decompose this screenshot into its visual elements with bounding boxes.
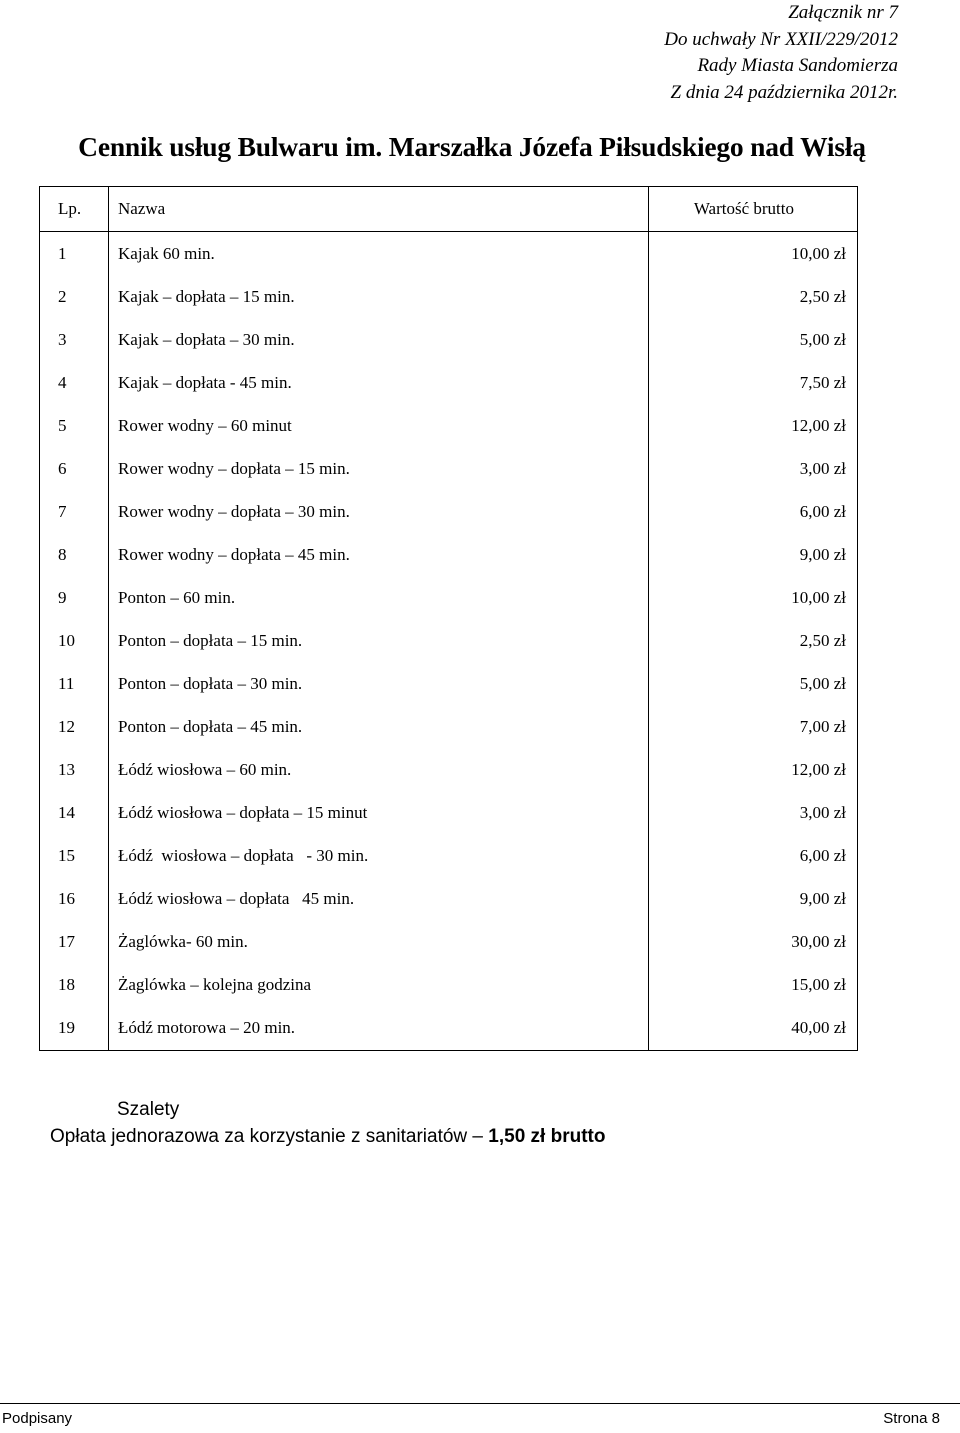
row-price: 12,00 zł xyxy=(649,404,858,447)
row-name: Kajak – dopłata – 30 min. xyxy=(109,318,649,361)
toilets-fee-text: Opłata jednorazowa za korzystanie z sanitariatów – xyxy=(50,1126,489,1147)
row-lp: 6 xyxy=(40,447,109,490)
row-name: Żaglówka – kolejna godzina xyxy=(109,963,649,1006)
table-header-row xyxy=(40,187,858,232)
row-name: Łódź motorowa – 20 min. xyxy=(109,1006,649,1051)
row-lp: 12 xyxy=(40,705,109,748)
table-row xyxy=(40,447,858,490)
row-name: Rower wodny – dopłata – 45 min. xyxy=(109,533,649,576)
row-price: 15,00 zł xyxy=(649,963,858,1006)
price-table xyxy=(39,186,858,1051)
row-lp: 10 xyxy=(40,619,109,662)
row-lp: 3 xyxy=(40,318,109,361)
table-row xyxy=(40,705,858,748)
row-price: 40,00 zł xyxy=(649,1006,858,1051)
row-lp: 19 xyxy=(40,1006,109,1051)
row-lp: 16 xyxy=(40,877,109,920)
row-price: 10,00 zł xyxy=(649,576,858,619)
row-lp: 8 xyxy=(40,533,109,576)
footer-page-number: Strona 8 xyxy=(883,1410,940,1427)
annex-header xyxy=(664,0,898,106)
row-name: Ponton – dopłata – 30 min. xyxy=(109,662,649,705)
row-price: 9,00 zł xyxy=(649,533,858,576)
row-name: Rower wodny – 60 minut xyxy=(109,404,649,447)
table-row xyxy=(40,275,858,318)
row-lp: 15 xyxy=(40,834,109,877)
row-price: 10,00 zł xyxy=(649,232,858,276)
table-row xyxy=(40,318,858,361)
table-row xyxy=(40,404,858,447)
table-row xyxy=(40,1006,858,1051)
row-price: 12,00 zł xyxy=(649,748,858,791)
row-name: Kajak – dopłata – 15 min. xyxy=(109,275,649,318)
row-lp: 7 xyxy=(40,490,109,533)
row-price: 30,00 zł xyxy=(649,920,858,963)
council-name: Rady Miasta Sandomierza xyxy=(697,55,898,76)
row-name: Łódź wiosłowa – dopłata - 30 min. xyxy=(109,834,649,877)
row-lp: 18 xyxy=(40,963,109,1006)
row-price: 6,00 zł xyxy=(649,490,858,533)
table-row xyxy=(40,877,858,920)
toilets-section xyxy=(50,1096,605,1150)
document-title: Cennik usług Bulwaru im. Marszałka Józefa Piłsudskiego nad Wisłą xyxy=(78,131,866,162)
toilets-heading: Szalety xyxy=(117,1099,180,1120)
footer-signed: Podpisany xyxy=(2,1410,73,1427)
row-lp: 11 xyxy=(40,662,109,705)
header-name: Nazwa xyxy=(109,187,649,232)
row-lp: 1 xyxy=(40,232,109,276)
row-price: 3,00 zł xyxy=(649,791,858,834)
table-row xyxy=(40,576,858,619)
row-lp: 2 xyxy=(40,275,109,318)
row-lp: 14 xyxy=(40,791,109,834)
row-name: Łódź wiosłowa – dopłata – 15 minut xyxy=(109,791,649,834)
row-name: Ponton – dopłata – 45 min. xyxy=(109,705,649,748)
row-price: 7,50 zł xyxy=(649,361,858,404)
row-name: Rower wodny – dopłata – 15 min. xyxy=(109,447,649,490)
table-row xyxy=(40,533,858,576)
row-name: Żaglówka- 60 min. xyxy=(109,920,649,963)
row-price: 5,00 zł xyxy=(649,662,858,705)
row-price: 2,50 zł xyxy=(649,619,858,662)
row-lp: 5 xyxy=(40,404,109,447)
table-row xyxy=(40,619,858,662)
table-row xyxy=(40,490,858,533)
table-row xyxy=(40,232,858,276)
toilets-fee-line xyxy=(50,1123,605,1150)
row-price: 5,00 zł xyxy=(649,318,858,361)
toilets-fee-price: 1,50 zł brutto xyxy=(488,1126,606,1147)
page-footer xyxy=(2,1410,940,1427)
table-row xyxy=(40,834,858,877)
row-price: 3,00 zł xyxy=(649,447,858,490)
table-row xyxy=(40,963,858,1006)
row-price: 9,00 zł xyxy=(649,877,858,920)
header-lp: Lp. xyxy=(40,187,109,232)
row-name: Kajak 60 min. xyxy=(109,232,649,276)
row-lp: 13 xyxy=(40,748,109,791)
table-row xyxy=(40,920,858,963)
row-name: Kajak – dopłata - 45 min. xyxy=(109,361,649,404)
row-price: 7,00 zł xyxy=(649,705,858,748)
footer-divider xyxy=(0,1403,960,1404)
row-price: 2,50 zł xyxy=(649,275,858,318)
row-lp: 17 xyxy=(40,920,109,963)
row-name: Rower wodny – dopłata – 30 min. xyxy=(109,490,649,533)
row-name: Łódź wiosłowa – dopłata 45 min. xyxy=(109,877,649,920)
annex-number: Załącznik nr 7 xyxy=(788,2,898,23)
row-lp: 4 xyxy=(40,361,109,404)
row-lp: 9 xyxy=(40,576,109,619)
row-name: Ponton – dopłata – 15 min. xyxy=(109,619,649,662)
header-price: Wartość brutto xyxy=(649,187,858,232)
table-row xyxy=(40,662,858,705)
table-row xyxy=(40,748,858,791)
resolution-date: Z dnia 24 października 2012r. xyxy=(670,81,898,103)
table-row xyxy=(40,791,858,834)
row-name: Łódź wiosłowa – 60 min. xyxy=(109,748,649,791)
row-price: 6,00 zł xyxy=(649,834,858,877)
resolution-number: Do uchwały Nr XXII/229/2012 xyxy=(664,28,898,50)
row-name: Ponton – 60 min. xyxy=(109,576,649,619)
table-row xyxy=(40,361,858,404)
